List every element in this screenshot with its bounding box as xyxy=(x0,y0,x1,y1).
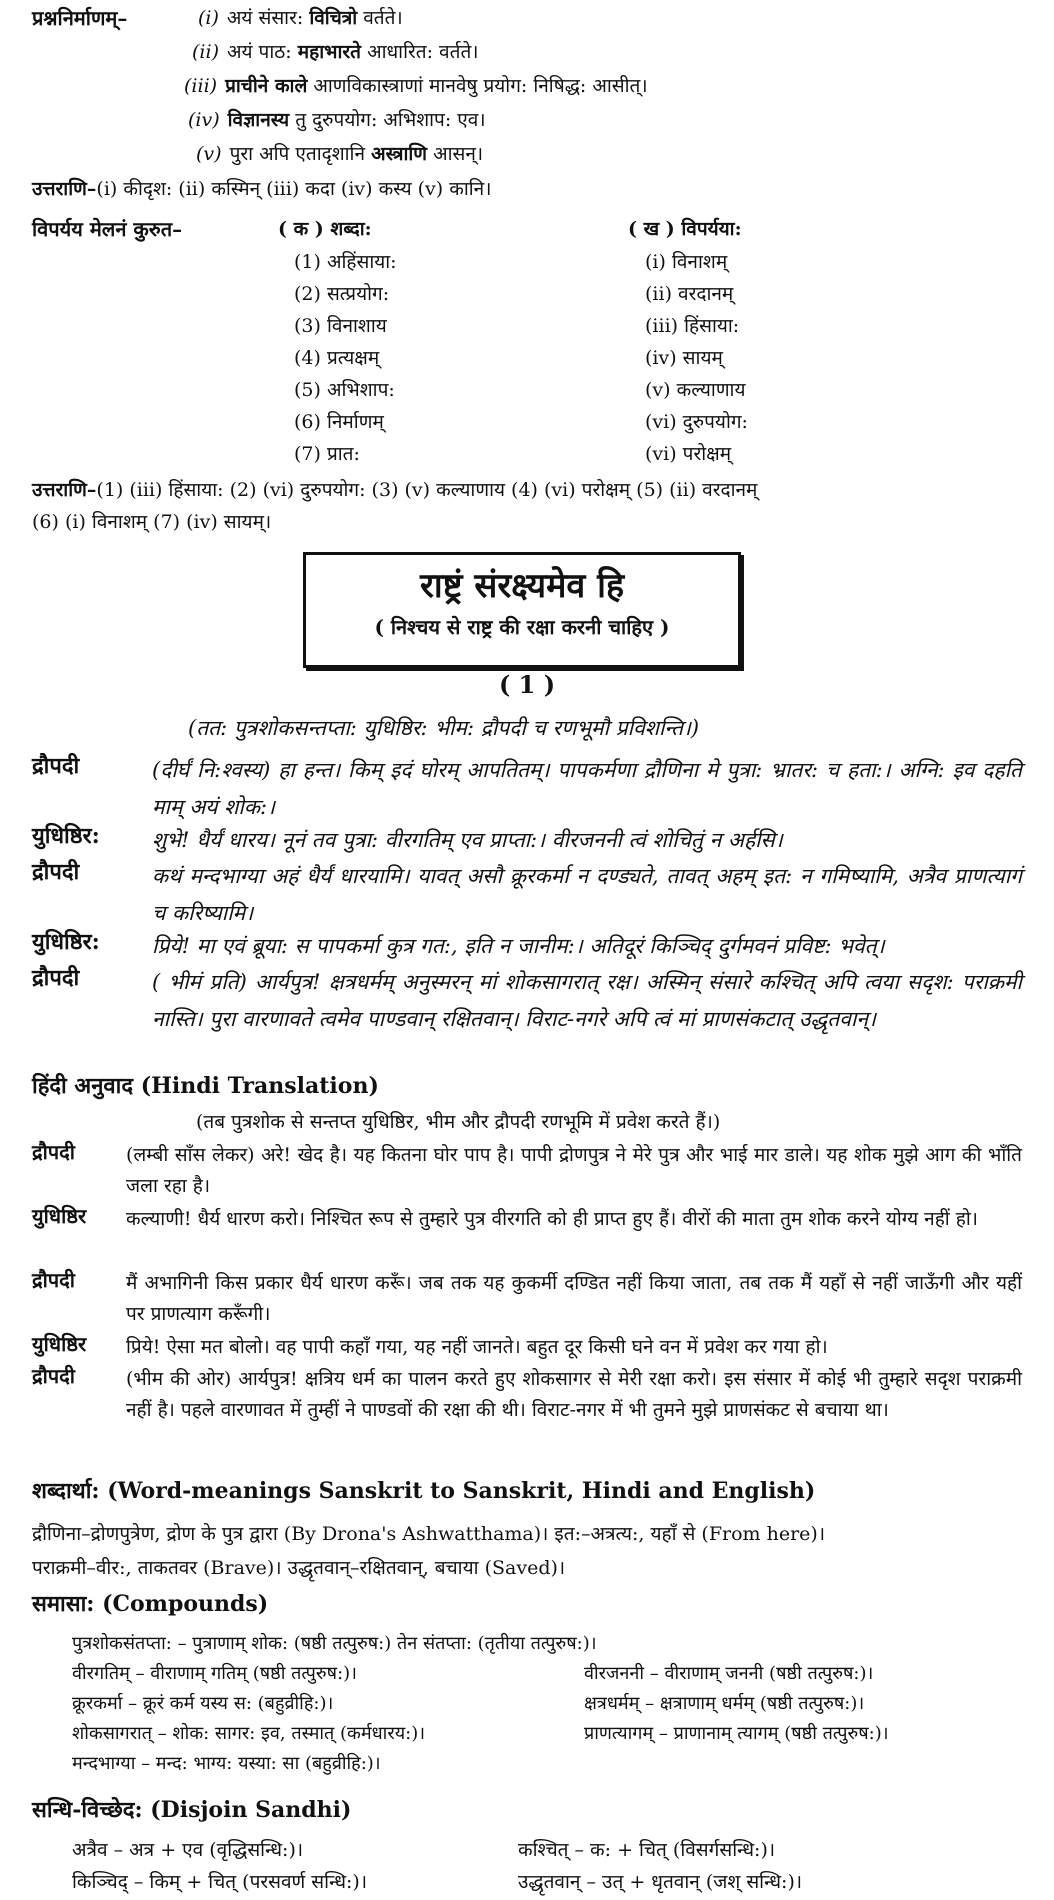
question-text: तु दुरुपयोग: अभिशाप: एव। xyxy=(289,109,486,131)
sandhi-entry: कश्चित् – क: + चित् (विसर्गसन्धि:)। xyxy=(518,1839,776,1861)
question-item xyxy=(188,108,486,132)
dialogue-line xyxy=(32,964,1022,1038)
sandhi-entry: उद्धृतवान् – उत् + धृतवान् (जश् सन्धि:)। xyxy=(518,1871,803,1893)
translation-speaker: युधिष्ठिर xyxy=(32,1204,87,1228)
translation-text: (भीम की ओर) आर्यपुत्र! क्षत्रिय धर्म का पालन करते हुए शोकसागर से मेरी रक्षा करो। इस संसार में कोई भी तुम्हारे सदृश पराक्रमी नहीं है। पहले वारणावत में तुम्हीं ने पाण्डवों की रक्षा की थी। विराट-नगर में भी तुमने मुझे प्राणसंकट से बचाया था। xyxy=(126,1368,1022,1421)
question-bold-term: प्राचीने काले xyxy=(225,75,308,97)
translation-line xyxy=(32,1140,1022,1202)
compound-entry: प्राणत्यागम् – प्राणानाम् त्यागम् (षष्ठी तत्पुरुष:)। xyxy=(584,1723,889,1744)
translation-text: प्रिये! ऐसा मत बोलो। वह पापी कहाँ गया, यह नहीं जानते। बहुत दूर किसी घने वन में प्रवेश कर गया हो। xyxy=(126,1336,828,1358)
matching-opposite: (i) विनाशम् xyxy=(645,251,728,273)
speaker-name: युधिष्ठिर: xyxy=(32,823,100,849)
lesson-title: राष्ट्रं संरक्ष्यमेव हि xyxy=(419,566,625,606)
sandhi-heading: सन्धि-विच्छेद: (Disjoin Sandhi) xyxy=(32,1797,352,1823)
column-a-heading: ( क ) शब्दा: xyxy=(278,218,372,240)
compound-entry: क्षत्रधर्मम् – क्षत्राणाम् धर्मम् (षष्ठी तत्पुरुष:)। xyxy=(584,1693,865,1714)
sandhi-entry: किञ्चिद् – किम् + चित् (परसवर्ण सन्धि:)। xyxy=(72,1871,368,1893)
question-formation-label: प्रश्ननिर्माणम्– xyxy=(32,6,128,30)
dialogue-text: प्रिये! मा एवं ब्रूया: स पापकर्मा कुत्र गत:, इति न जानीम:। अतिदूरं किञ्चिद् दुर्गमवनं प्रविष्ट: भवेत्। xyxy=(152,934,885,958)
matching-label: विपर्यय मेलनं कुरुत– xyxy=(32,217,183,241)
matching-answers-text: (1) (iii) हिंसाया: (2) (vi) दुरुपयोग: (3) (v) कल्याणाय (4) (vi) परोक्षम् (5) (ii) वरदानम् xyxy=(96,479,758,501)
translation-line xyxy=(32,1332,1022,1363)
column-b-heading: ( ख ) विपर्यया: xyxy=(628,218,742,240)
word-meanings-line2: पराक्रमी–वीर:, ताकतवर (Brave)। उद्धृतवान्–रक्षितवान्, बचाया (Saved)। xyxy=(32,1557,566,1579)
compound-entry: क्रूरकर्मा – क्रूरं कर्म यस्य स: (बहुव्रीहि:)। xyxy=(72,1693,334,1714)
dialogue-text: ( भीमं प्रति) आर्यपुत्र! क्षत्रधर्मम् अनुस्मरन् मां शोकसागरात् रक्ष। अस्मिन् संसारे कश्चित् अपि त्वया सदृश: पराक्रमी नास्ति। पुरा वारणावते त्वमेव पाण्डवान् रक्षितवान्। विराट-नगरे अपि त्वं मां प्राणसंकटात् उद्धृतवान्। xyxy=(152,970,1022,1031)
translation-line xyxy=(32,1364,1022,1426)
translation-text: (लम्बी साँस लेकर) अरे! खेद है। यह कितना घोर पाप है। पापी द्रोणपुत्र ने मेरे पुत्र और भाई मार डाले। यह शोक मुझे आग की भाँति जला रहा है। xyxy=(126,1144,1022,1197)
lesson-subtitle: ( निश्चय से राष्ट्र की रक्षा करनी चाहिए ) xyxy=(374,614,670,639)
translation-speaker: युधिष्ठिर xyxy=(32,1332,87,1356)
dialogue-text: (दीर्घं नि:श्वस्य) हा हन्त। किम् इदं घोरम् आपतितम्। पापकर्मणा द्रौणिना मे पुत्रा: भ्रातर: च हता:। अग्नि: इव दहति माम् अयं शोक:। xyxy=(152,758,1022,819)
dialogue-line xyxy=(32,752,1022,826)
question-bold-term: महाभारते xyxy=(297,41,362,63)
question-number: (i) xyxy=(198,7,219,29)
translation-speaker: द्रौपदी xyxy=(32,1268,75,1292)
word-meanings-heading: शब्दार्था: (Word-meanings Sanskrit to Sanskrit, Hindi and English) xyxy=(32,1478,816,1504)
matching-word: (4) प्रत्यक्षम् xyxy=(294,347,380,369)
question-item xyxy=(196,142,483,166)
matching-word: (5) अभिशाप: xyxy=(294,379,395,401)
question-text: आणविकास्त्राणां मानवेषु प्रयोग: निषिद्ध: आसीत्। xyxy=(307,75,648,97)
translation-text: मैं अभागिनी किस प्रकार धैर्य धारण करूँ। जब तक यह कुकर्मी दण्डित नहीं किया जाता, तब तक मैं यहाँ से नहीं जाऊँगी और यहीं पर प्राणत्याग करूँगी। xyxy=(126,1272,1022,1325)
question-bold-term: विचित्रो xyxy=(309,7,358,29)
answers-label: उत्तराणि– xyxy=(32,178,97,200)
translation-line xyxy=(32,1268,1022,1330)
matching-word: (2) सत्प्रयोग: xyxy=(294,283,390,305)
question-item xyxy=(198,6,403,30)
speaker-name: युधिष्ठिर: xyxy=(32,929,100,955)
translation-speaker: द्रौपदी xyxy=(32,1364,75,1388)
matching-opposite: (vi) परोक्षम् xyxy=(645,443,732,465)
dialogue-line xyxy=(32,928,1022,965)
stage-direction: (तत: पुत्रशोकसन्तप्ता: युधिष्ठिर: भीम: द्रौपदी च रणभूमौ प्रविशन्ति।) xyxy=(188,716,700,740)
matching-word: (1) अहिंसाया: xyxy=(294,251,397,273)
dialogue-text: कथं मन्दभाग्या अहं धैर्यं धारयामि। यावत् असौ क्रूरकर्मा न दण्ड्यते, तावत् अहम् इत: न गमिष्यामि, अत्रैव प्राणत्यागं च करिष्यामि। xyxy=(152,864,1022,925)
translation-text: कल्याणी! धैर्य धारण करो। निश्चित रूप से तुम्हारे पुत्र वीरगति को ही प्राप्त हुए हैं। वीरों की माता तुम शोक करने योग्य नहीं हो। xyxy=(126,1208,978,1230)
section-number: ( 1 ) xyxy=(498,670,556,699)
translation-stage-direction: (तब पुत्रशोक से सन्तप्त युधिष्ठिर, भीम और द्रौपदी रणभूमि में प्रवेश करते हैं।) xyxy=(196,1111,721,1133)
matching-word: (6) निर्माणम् xyxy=(294,411,384,433)
speaker-name: द्रौपदी xyxy=(32,753,80,779)
question-text: आधारित: वर्तते। xyxy=(361,41,479,63)
translation-heading: हिंदी अनुवाद (Hindi Translation) xyxy=(32,1073,379,1099)
matching-opposite: (vi) दुरुपयोग: xyxy=(645,411,748,433)
question-item xyxy=(192,40,478,64)
compound-entry: शोकसागरात् – शोक: सागर: इव, तस्मात् (कर्मधारय:)। xyxy=(72,1723,426,1744)
matching-word: (3) विनाशाय xyxy=(294,315,387,337)
translation-speaker: द्रौपदी xyxy=(32,1140,75,1164)
question-text: पुरा अपि एतादृशानि xyxy=(229,143,372,165)
speaker-name: द्रौपदी xyxy=(32,965,80,991)
translation-line xyxy=(32,1204,1022,1235)
question-text: अयं संसार: xyxy=(226,7,310,29)
compound-entry: वीरगतिम् – वीराणाम् गतिम् (षष्ठी तत्पुरुष:)। xyxy=(72,1663,357,1684)
word-meanings-line1: द्रौणिना–द्रोणपुत्रेण, द्रोण के पुत्र द्वारा (By Drona's Ashwatthama)। इत:–अत्रत्य:, यहाँ से (From here)। xyxy=(32,1523,826,1545)
compound-entry: पुत्रशोकसंतप्ता: – पुत्राणाम् शोक: (षष्ठी तत्पुरुष:) तेन संतप्ता: (तृतीया तत्पुरुष:)। xyxy=(72,1633,597,1654)
answers-text: (i) कीदृश: (ii) कस्मिन् (iii) कदा (iv) कस्य (v) कानि। xyxy=(96,178,492,200)
sandhi-entry: अत्रैव – अत्र + एव (वृद्धिसन्धि:)। xyxy=(72,1839,304,1861)
question-number: (iv) xyxy=(188,109,220,131)
speaker-name: द्रौपदी xyxy=(32,859,80,885)
question-number: (iii) xyxy=(184,75,218,97)
question-text: वर्तते। xyxy=(357,7,403,29)
question-item xyxy=(184,74,648,98)
matching-answers-label: उत्तराणि– xyxy=(32,479,97,501)
compound-entry: वीरजननी – वीराणाम् जननी (षष्ठी तत्पुरुष:)। xyxy=(584,1663,874,1684)
matching-answers-line2: (6) (i) विनाशम् (7) (iv) सायम्। xyxy=(32,511,272,533)
question-number: (v) xyxy=(196,143,222,165)
matching-opposite: (iv) सायम् xyxy=(645,347,723,369)
matching-answers-line1 xyxy=(32,478,757,502)
question-text: अयं पाठ: xyxy=(226,41,298,63)
matching-word: (7) प्रात: xyxy=(294,443,360,465)
question-bold-term: विज्ञानस्य xyxy=(227,109,290,131)
matching-opposite: (ii) वरदानम् xyxy=(645,283,734,305)
matching-opposite: (v) कल्याणाय xyxy=(645,379,746,401)
compound-entry: मन्दभाग्या – मन्द: भाग्य: यस्या: सा (बहुव्रीहि:)। xyxy=(72,1753,381,1774)
dialogue-text: शुभे! धैर्यं धारय। नूनं तव पुत्रा: वीरगतिम् एव प्राप्ता:। वीरजननी त्वं शोचितुं न अर्हसि। xyxy=(152,828,783,852)
question-bold-term: अस्त्राणि xyxy=(371,143,428,165)
dialogue-line xyxy=(32,822,1022,859)
matching-opposite: (iii) हिंसाया: xyxy=(645,315,740,337)
question-text: आसन्। xyxy=(427,143,484,165)
lesson-title-box xyxy=(303,552,741,668)
compounds-heading: समासा: (Compounds) xyxy=(32,1591,269,1617)
dialogue-line xyxy=(32,858,1022,932)
question-answers xyxy=(32,177,491,201)
question-number: (ii) xyxy=(192,41,219,63)
